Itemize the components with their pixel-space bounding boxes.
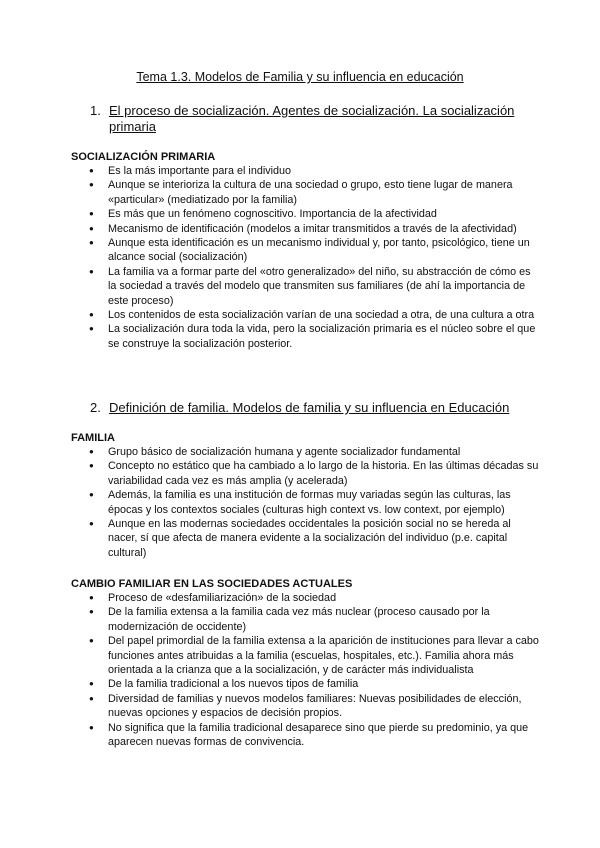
list-item: ● Grupo básico de socialización humana y agente socializador fundamental bbox=[108, 445, 540, 459]
section-2-heading bbox=[92, 400, 532, 416]
list-item: ● Aunque en las modernas sociedades occidentales la posición social no se hereda al nacer, sí que afecta de manera evidente a la socialización del individuo (p.e. capital cultural) bbox=[108, 517, 540, 560]
subheading-familia: FAMILIA bbox=[71, 432, 115, 444]
list-item: ● De la familia extensa a la familia cada vez más nuclear (proceso causado por la modernización de occidente) bbox=[108, 605, 540, 634]
document-title: Tema 1.3. Modelos de Familia y su influencia en educación bbox=[136, 70, 464, 84]
list-item: ● Es la más importante para el individuo bbox=[108, 164, 540, 178]
subheading-socializacion-primaria: SOCIALIZACIÓN PRIMARIA bbox=[71, 151, 216, 163]
list-item: ● Además, la familia es una institución de formas muy variadas según las culturas, las épocas y los contextos sociales (culturas high context vs. low context, por ejemplo) bbox=[108, 488, 540, 517]
list-item: ● No significa que la familia tradicional desaparece sino que pierde su predominio, ya que aparecen nuevas formas de convivencia. bbox=[108, 721, 540, 750]
section-1-title: El proceso de socialización. Agentes de socialización. La socialización primaria bbox=[109, 103, 515, 134]
list-item: ● Mecanismo de identificación (modelos a imitar transmitidos a través de la afectividad) bbox=[108, 222, 540, 236]
section-1-number: 1. bbox=[90, 103, 101, 118]
list-item: ● Aunque se interioriza la cultura de una sociedad o grupo, esto tiene lugar de manera «particular» (mediatizado por la familia) bbox=[108, 178, 540, 207]
list-item: ● La familia va a formar parte del «otro generalizado» del niño, su abstracción de cómo es la sociedad a través del modelo que transmiten sus familiares (de ahí la importancia de este proceso) bbox=[108, 265, 540, 308]
list-item: ● Es más que un fenómeno cognoscitivo. Importancia de la afectividad bbox=[108, 207, 540, 221]
list-item: ● La socialización dura toda la vida, pero la socialización primaria es el núcleo sobre el que se construye la socialización posterior. bbox=[108, 322, 540, 351]
list-item: ● Concepto no estático que ha cambiado a lo largo de la historia. En las últimas décadas su variabilidad cada vez es más amplia (y acelerada) bbox=[108, 459, 540, 488]
list-item: ● Aunque esta identificación es un mecanismo individual y, por tanto, psicológico, tiene un alcance social (socialización) bbox=[108, 236, 540, 265]
list-item: ● Del papel primordial de la familia extensa a la aparición de instituciones para llevar a cabo funciones antes atribuidas a la familia (escuelas, hospitales, etc.). Familia ahora más orientada a la crianza que a la socialización, y de carácter más individualista bbox=[108, 634, 540, 677]
list-item: ● Los contenidos de esta socialización varían de una sociedad a otra, de una cultura a otra bbox=[108, 308, 540, 322]
cambio-familiar-list bbox=[108, 591, 540, 749]
socializacion-primaria-list bbox=[108, 164, 540, 351]
section-1-heading bbox=[92, 103, 532, 135]
subheading-cambio-familiar: CAMBIO FAMILIAR EN LAS SOCIEDADES ACTUALES bbox=[71, 578, 353, 590]
list-item: ● Diversidad de familias y nuevos modelos familiares: Nuevas posibilidades de elección, nuevas opciones y espacios de decisión propios. bbox=[108, 692, 540, 721]
section-2-title: Definición de familia. Modelos de familia y su influencia en Educación bbox=[109, 400, 510, 415]
list-item: ● Proceso de «desfamiliarización» de la sociedad bbox=[108, 591, 540, 605]
section-2-number: 2. bbox=[90, 400, 101, 415]
familia-list bbox=[108, 445, 540, 560]
list-item: ● De la familia tradicional a los nuevos tipos de familia bbox=[108, 677, 540, 691]
